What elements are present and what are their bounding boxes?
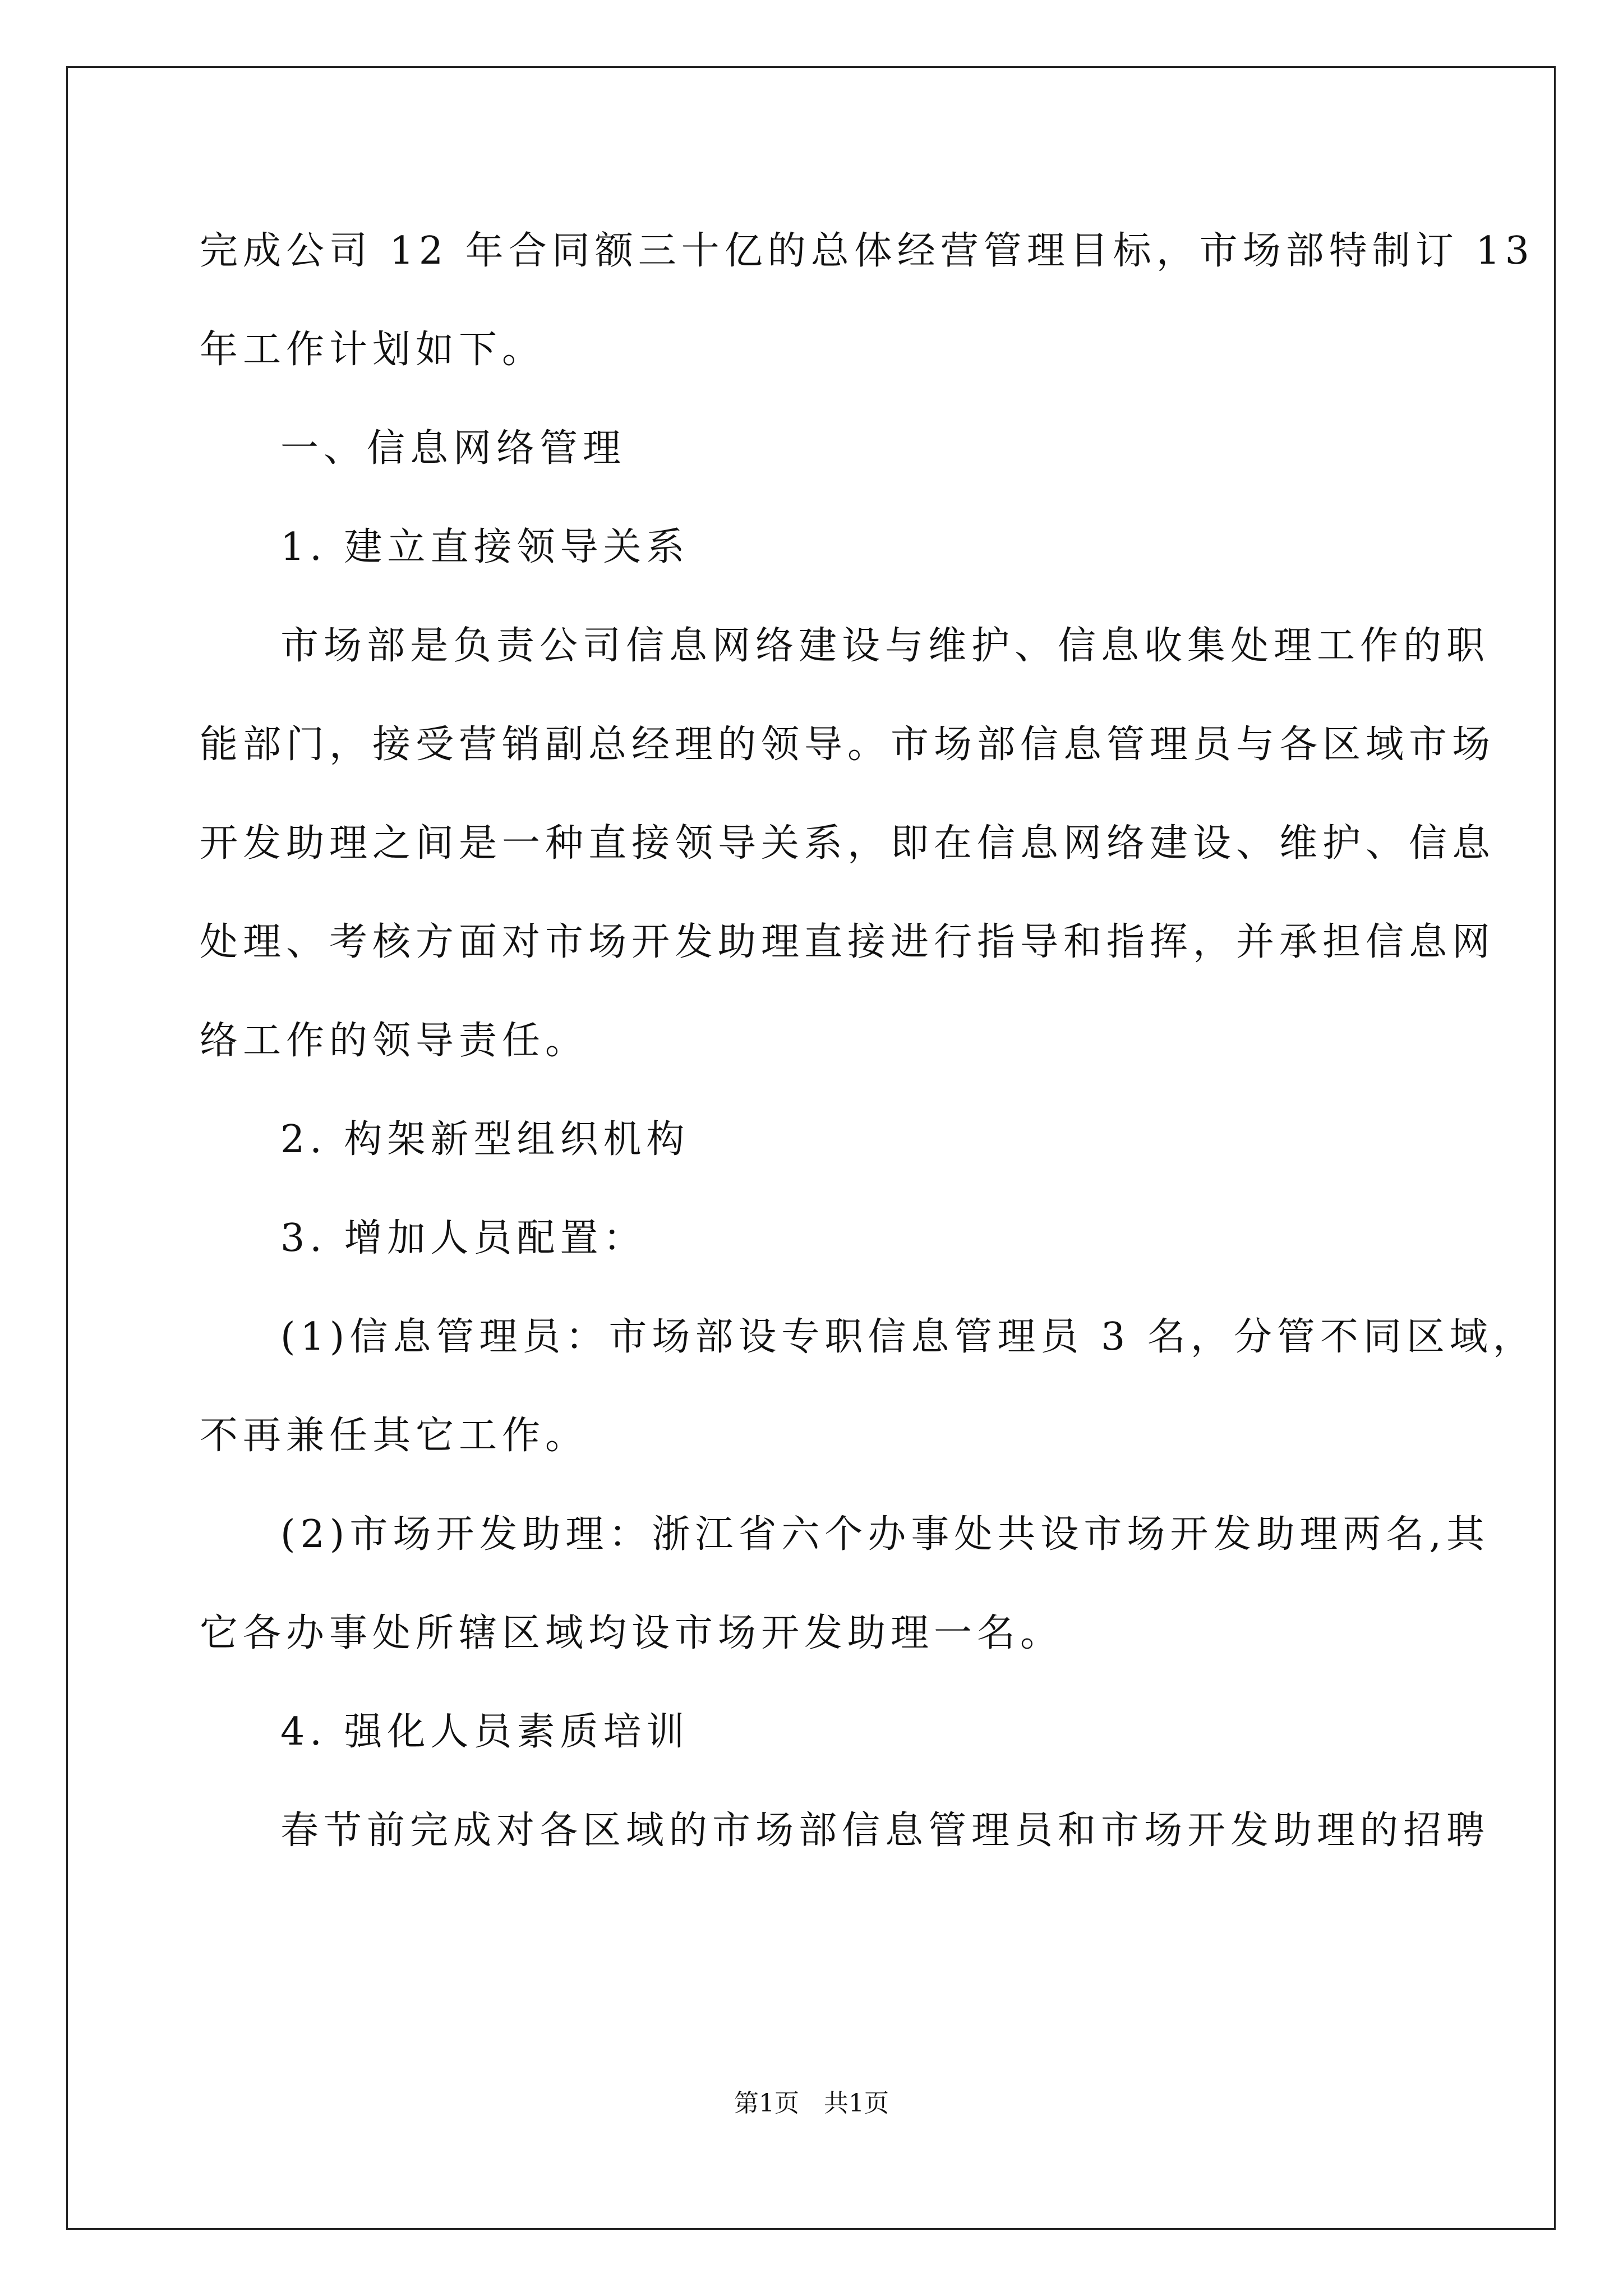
paragraph-line: 能部门，接受营销副总经理的领导。市场部信息管理员与各区域市场 (200, 723, 1496, 767)
subsection-heading: 2. 构架新型组织机构 (280, 1117, 690, 1162)
page-number: 第1页 (734, 2089, 799, 2118)
list-item-line: (2)市场开发助理：浙江省六个办事处共设市场开发助理两名,其 (280, 1512, 1490, 1557)
subsection-heading: 1. 建立直接领导关系 (280, 525, 690, 569)
paragraph-line: 处理、考核方面对市场开发助理直接进行指导和指挥，并承担信息网 (200, 920, 1496, 964)
list-item-line: 它各办事处所辖区域均设市场开发助理一名。 (200, 1611, 1064, 1655)
paragraph-line: 开发助理之间是一种直接领导关系，即在信息网络建设、维护、信息 (200, 821, 1496, 866)
document-body (200, 202, 1536, 1880)
subsection-heading: 3. 增加人员配置： (280, 1216, 647, 1260)
subsection-heading: 4. 强化人员素质培训 (280, 1710, 690, 1754)
list-item-line: 不再兼任其它工作。 (200, 1414, 589, 1458)
page-total: 共1页 (824, 2089, 889, 2118)
list-item-line: (1)信息管理员：市场部设专职信息管理员 3 名，分管不同区域， (280, 1315, 1536, 1359)
paragraph-line: 市场部是负责公司信息网络建设与维护、信息收集处理工作的职 (280, 624, 1490, 668)
paragraph-line: 完成公司 12 年合同额三十亿的总体经营管理目标，市场部特制订 13 (200, 229, 1534, 273)
paragraph-line: 络工作的领导责任。 (200, 1019, 589, 1063)
paragraph-line: 年工作计划如下。 (200, 328, 546, 372)
page-footer (0, 2087, 1623, 2120)
section-heading: 一、信息网络管理 (280, 426, 626, 471)
paragraph-line: 春节前完成对各区域的市场部信息管理员和市场开发助理的招聘 (280, 1809, 1490, 1853)
